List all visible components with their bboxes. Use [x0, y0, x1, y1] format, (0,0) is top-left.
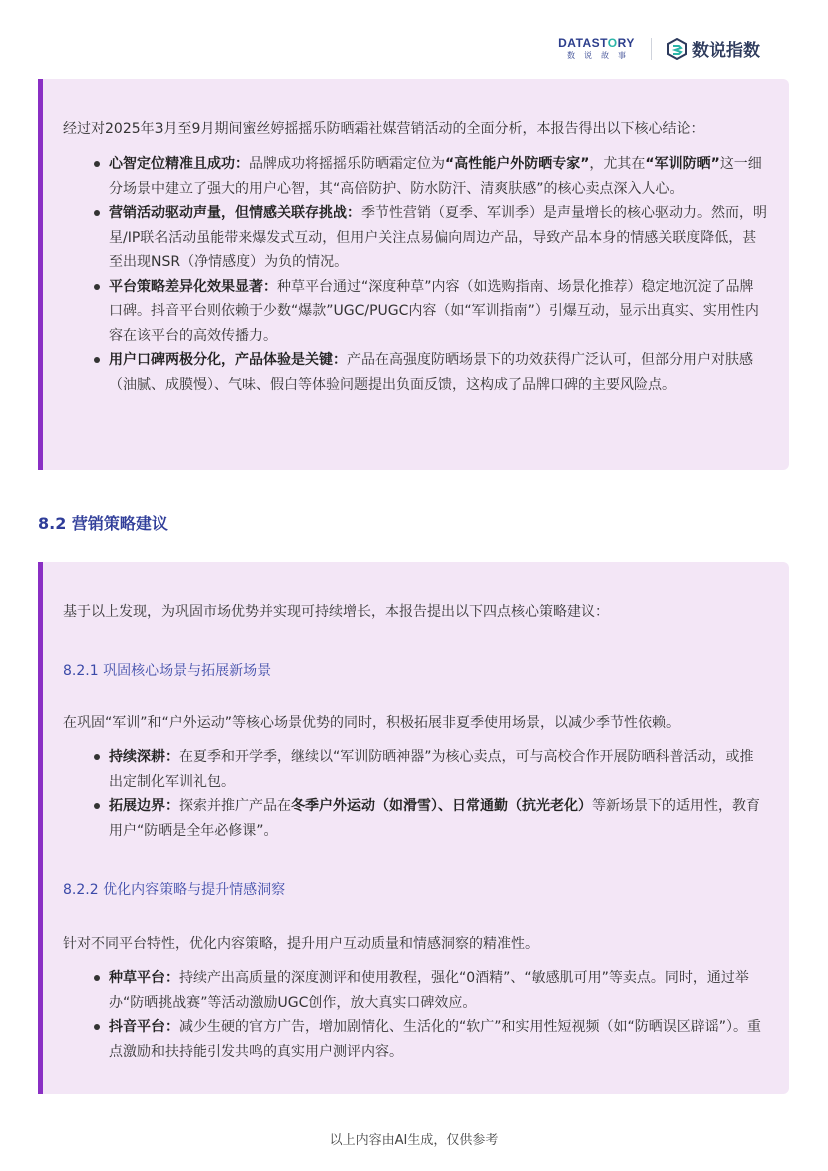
list-item: 种草平台：持续产出高质量的深度测评和使用教程，强化“0酒精”、“敏感肌可用”等卖点。同时，通过举办“防晒挑战赛”等活动激励UGC创作，放大真实口碑效应。 — [109, 966, 767, 1015]
subsection-title-2: 8.2.2 优化内容策略与提升情感洞察 — [63, 882, 286, 898]
conclusions-intro: 经过对2025年3月至9月期间蜜丝婷摇摇乐防晒霜社媒营销活动的全面分析，本报告得出以下核心结论： — [63, 121, 705, 137]
datastory-logo-cn: 数说故事 — [567, 51, 635, 60]
subsection-list-2 — [63, 966, 767, 1064]
datastory-logo-wordmark: DATASTORY — [558, 36, 635, 50]
list-item: 平台策略差异化效果显著：种草平台通过“深度种草”内容（如选购指南、场景化推荐）稳定地沉淀了品牌口碑。抖音平台则依赖于少数“爆款”UGC/PUGC内容（如“军训指南”）引爆互动，显示出真实、实用性内容在该平台的高效传播力。 — [109, 275, 767, 349]
list-item: 持续深耕：在夏季和开学季，继续以“军训防晒神器”为核心卖点，可与高校合作开展防晒科普活动，或推出定制化军训礼包。 — [109, 745, 767, 794]
list-item: 拓展边界：探索并推广产品在冬季户外运动（如滑雪）、日常通勤（抗光老化）等新场景下的适用性，教育用户“防晒是全年必修课”。 — [109, 794, 767, 843]
shuoshuo-index-logo — [666, 36, 760, 61]
list-item: 心智定位精准且成功：品牌成功将摇摇乐防晒霜定位为“高性能户外防晒专家”，尤其在“军训防晒”这一细分场景中建立了强大的用户心智，其“高倍防护、防水防汗、清爽肤感”的核心卖点深入人心。 — [109, 152, 767, 201]
strategy-intro: 基于以上发现，为巩固市场优势并实现可持续增长，本报告提出以下四点核心策略建议： — [63, 604, 609, 620]
subsection-list-1 — [63, 745, 767, 843]
header-logos — [558, 36, 760, 61]
shuoshuo-logo-text: 数说指数 — [692, 41, 760, 61]
list-item: 抖音平台：减少生硬的官方广告，增加剧情化、生活化的“软广”和实用性短视频（如“防晒误区辟谣”）。重点激励和扶持能引发共鸣的真实用户测评内容。 — [109, 1015, 767, 1064]
datastory-logo — [558, 37, 635, 60]
strategy-box — [38, 562, 789, 1094]
logo-divider — [651, 38, 652, 60]
list-item: 营销活动驱动声量，但情感关联存挑战：季节性营销（夏季、军训季）是声量增长的核心驱动力。然而，明星/IP联名活动虽能带来爆发式互动，但用户关注点易偏向周边产品，导致产品本身的情感关联度降低，甚至出现NSR（净情感度）为负的情况。 — [109, 201, 767, 275]
conclusions-list — [63, 152, 767, 397]
section-title: 8.2 营销策略建议 — [38, 514, 168, 533]
subsection-para-1: 在巩固“军训”和“户外运动”等核心场景优势的同时，积极拓展非夏季使用场景，以减少季节性依赖。 — [63, 715, 681, 731]
footer-disclaimer: 以上内容由AI生成，仅供参考 — [329, 1133, 499, 1148]
shuoshuo-logo-icon — [666, 38, 688, 60]
subsection-title-1: 8.2.1 巩固核心场景与拓展新场景 — [63, 663, 272, 679]
subsection-para-2: 针对不同平台特性，优化内容策略，提升用户互动质量和情感洞察的精准性。 — [63, 936, 539, 952]
conclusions-box — [38, 79, 789, 470]
list-item: 用户口碑两极分化，产品体验是关键：产品在高强度防晒场景下的功效获得广泛认可，但部分用户对肤感（油腻、成膜慢）、气味、假白等体验问题提出负面反馈，这构成了品牌口碑的主要风险点。 — [109, 348, 767, 397]
